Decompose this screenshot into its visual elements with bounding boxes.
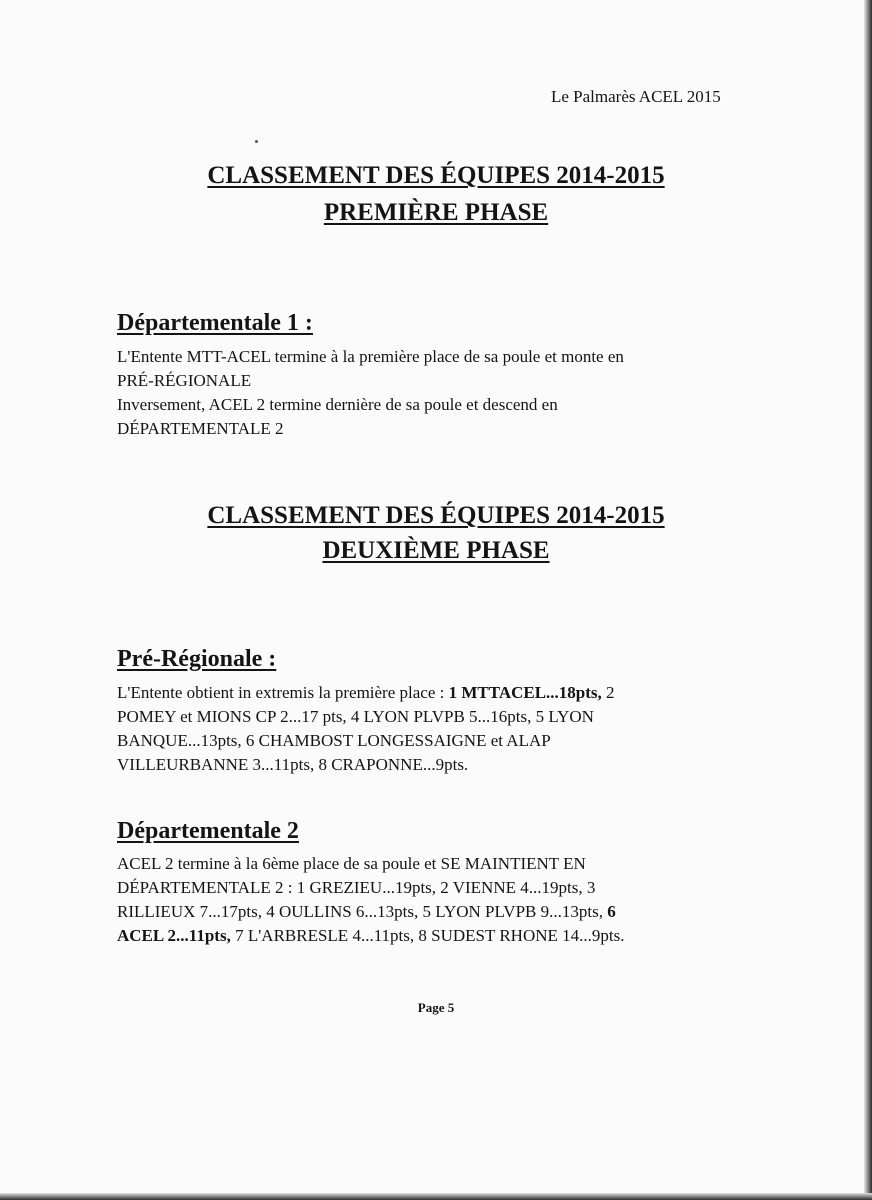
text-line: POMEY et MIONS CP 2...17 pts, 4 LYON PLVPB 5...16pts, 5 LYON — [117, 707, 594, 726]
text-line: L'Entente MTT-ACEL termine à la première place de sa poule et monte en — [117, 347, 624, 366]
text-line — [117, 681, 757, 705]
document-header: Le Palmarès ACEL 2015 — [551, 87, 721, 106]
text-line: VILLEURBANNE 3...11pts, 8 CRAPONNE...9pts. — [117, 755, 469, 774]
text-line: DÉPARTEMENTALE 2 : 1 GREZIEU...19pts, 2 VIENNE 4...19pts, 3 — [117, 878, 596, 897]
text-line: BANQUE...13pts, 6 CHAMBOST LONGESSAIGNE et ALAP — [117, 731, 551, 750]
bold-text-run: ACEL 2...11pts, — [117, 926, 231, 945]
section-departementale-2-title: Départementale 2 — [117, 818, 299, 844]
heading-2-line-1: CLASSEMENT DES ÉQUIPES 2014-2015 — [207, 502, 665, 529]
section-departementale-1-title: Départementale 1 : — [117, 310, 313, 336]
text-line — [117, 900, 757, 924]
section-departementale-1-text — [117, 345, 757, 441]
scan-speck — [255, 140, 258, 143]
text-run: 2 — [601, 683, 615, 702]
section-pre-regionale-title: Pré-Régionale : — [117, 646, 277, 672]
text-run: RILLIEUX 7...17pts, 4 OULLINS 6...13pts, 5 LYON PLVPB 9...13pts, — [117, 902, 608, 921]
text-line: Inversement, ACEL 2 termine dernière de sa poule et descend en — [117, 395, 558, 414]
text-line: DÉPARTEMENTALE 2 — [117, 419, 284, 438]
text-run: 7 L'ARBRESLE 4...11pts, 8 SUDEST RHONE 14...9pts. — [230, 926, 625, 945]
page-number: Page 5 — [417, 1000, 455, 1015]
heading-1-line-1: CLASSEMENT DES ÉQUIPES 2014-2015 — [207, 162, 665, 189]
heading-2-line-2: DEUXIÈME PHASE — [322, 537, 550, 564]
text-line — [117, 924, 757, 948]
heading-1-line-2: PREMIÈRE PHASE — [323, 199, 549, 226]
section-pre-regionale-text — [117, 681, 757, 777]
text-run: L'Entente obtient in extremis la première place : — [117, 683, 449, 702]
text-line: PRÉ-RÉGIONALE — [117, 371, 252, 390]
bold-text-run: 6 — [607, 902, 616, 921]
section-departementale-2-text — [117, 852, 757, 948]
scan-edge-bottom — [0, 1193, 872, 1200]
bold-text-run: 1 MTTACEL...18pts, — [448, 683, 602, 702]
text-line: ACEL 2 termine à la 6ème place de sa poule et SE MAINTIENT EN — [117, 854, 586, 873]
